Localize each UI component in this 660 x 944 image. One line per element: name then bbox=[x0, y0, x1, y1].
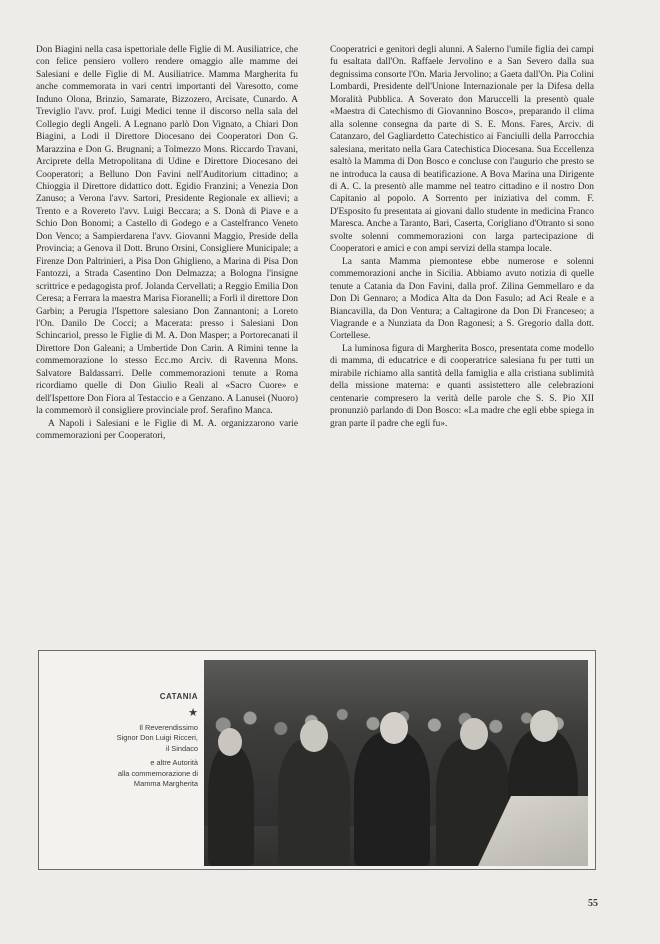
page-number: 55 bbox=[588, 898, 598, 909]
caption-line: il Sindaco bbox=[165, 743, 198, 753]
paragraph: Cooperatrici e genitori degli alunni. A Salerno l'umile figlia dei campi fu esaltata dall'On. Raffaele Jervolino e a San Severo dalla sua degnissima consorte l'On. Maria Jervolino; a Gaeta dall'On. Pia Colini Lombardi, Presidente dell'Unione Internazionale per la Difesa della Moralità Pubblica. A Soverato don Maruccelli la presentò quale «Maestra di Catechismo di Giovannino Bosco», preparando il clima alla solenne consegna da parte di S. E. Mons. Fares, Arciv. di Catanzaro, del Gagliardetto Catechistico ai Fanciulli della Parrocchia salesiana, meritato nella Gara Catechistica Diocesana. Sua Eccellenza esaltò la Mamma di Don Bosco e concluse con l'augurio che presto se ne introduca la causa di beatificazione. A Bova Marina una Dirigente di A. C. la presentò alle mamme nel teatro cittadino e il nostro Don Capitanio al popolo. A Sorrento per iniziativa del comm. F. D'Esposito fu presentata ai giovani dallo studente in medicina Franco Maresca. Anche a Taranto, Bari, Caserta, Corigliano d'Otranto si sono svolte solenni commemorazioni con larga partecipazione di Cooperatori e amici e con ampi servizi della stampa locale. bbox=[330, 45, 595, 255]
paragraph: Don Biagini nella casa ispettoriale delle Figlie di M. Ausiliatrice, che con felice pensiero vollero rendere omaggio alle mamme dei Salesiani e delle Figlie di M. Ausiliatrice. Mamma Margherita fu anche commemorata in vari centri importanti del Varesotto, come Induno Olona, Brinzio, Samarate, Bizzozero, Arcisate, Cunardo. A Treviglio l'avv. prof. Luigi Medici tenne il discorso nella sala del Collegio degli Angeli. A Legnano parlò Don Vignato, a Chiari Don Biagini, a Lodi il Direttore Diocesano dei Cooperatori Don G. Marazzina e Don G. Brugnani; a Tolmezzo Mons. Riccardo Travani, Arciprete della Metropolitana di Udine e Direttore Diocesano dei Cooperatori; a Belluno Don Favini nell'Auditorium cittadino; a Chioggia il Direttore didattico dott. Egidio Franzini; a Venezia Don Zanuso; a Verona l'avv. Sartori, Presidente Regionale ex allievi; a Trento e a Rovereto l'avv. Luigi Beccara; a S. Donà di Piave e a Schio Don Bonomi; a Castello di Godego e a Castelfranco Veneto Don Venco; a Sampierdarena l'avv. Giovanni Maggio, Preside della Provincia; a Genova il Dott. Bruno Orsini, Consigliere Municipale; a Firenze Don Paltrinieri, a Pisa Don Ghiglieno, a Marina di Pisa Don Fantozzi, a Strada Casentino Don Delmazza; a Bologna l'insigne scrittrice e pedagogista prof. Jolanda Cervellati; a Reggio Emilia Don Ceresa; a Ferrara la maestra Marisa Fioranelli; a Forlì il direttore Don Garbin; a Perugia l'Ispettore salesiano Don Zannantoni; a Loreto l'On. Danilo De Cocci; a Macerata: presso i Salesiani Don Schincariol, presso le Figlie di M. A. Don Masper; a Portorecanati il Direttore Don Galeani; a Umbertide Don Carin. A Rimini tenne la commemorazione lo stesso Ecc.mo Arciv. di Ravenna Mons. Salvatore Baldassarri. Delle commemorazioni tenute a Roma ricordiamo quelle di Don Giulio Reali al «Sacro Cuore» e dell'Ispettore Don Fiora al Testaccio e a Genzano. A Lanusei (Nuoro) la commemorò il consigliere provinciale prof. Serafino Manca. bbox=[36, 45, 298, 417]
photo-figure bbox=[208, 746, 254, 866]
photo-face bbox=[300, 720, 328, 752]
photo-face bbox=[218, 728, 242, 756]
caption-line: Il Reverendissimo bbox=[139, 722, 198, 732]
caption-line: Signor Don Luigi Ricceri, bbox=[116, 733, 198, 742]
photo-caption bbox=[60, 692, 198, 790]
photograph bbox=[204, 660, 588, 866]
photo-face bbox=[380, 712, 408, 744]
star-icon: ★ bbox=[188, 706, 198, 719]
photo-face bbox=[530, 710, 558, 742]
photo-figure bbox=[354, 732, 430, 866]
caption-line: e altre Autorità bbox=[150, 758, 198, 767]
caption-city: CATANIA bbox=[159, 692, 198, 701]
left-column bbox=[36, 44, 298, 443]
caption-line: Mamma Margherita bbox=[133, 779, 198, 788]
paragraph: La santa Mamma piemontese ebbe numerose e solenni commemorazioni anche in Sicilia. Abbiamo avuto notizia di quelle tenute a Catania da Don Favini, dalla prof. Zilina Gemmellaro e da Don Di Gennaro; a Modica Alta da Don Fasulo; ad Aci Reale e a Biancavilla, da Don Ventura; a Caltagirone da Don Di Franceseo; a Viagrande e a Nunziata da Don Ragonesi; a S. Gregorio dalla dott. Cortellese. bbox=[330, 256, 594, 342]
caption-line: alla commemorazione di bbox=[117, 768, 198, 778]
paragraph: La luminosa figura di Margherita Bosco, presentata come modello di mamma, di educatrice e di cooperatrice salesiana fu per tutti un mirabile richiamo alla santità della famiglia e alla cristiana sublimità della missione materna: e quanti assistettero alle celebrazioni centenarie compresero la verità delle parole che S. S. Pio XII pronunziò parlando di Don Bosco: «La madre che egli ebbe spiega in gran parte il padre che egli fu». bbox=[330, 343, 594, 429]
photo-face bbox=[460, 718, 488, 750]
right-column bbox=[330, 44, 594, 430]
paragraph: A Napoli i Salesiani e le Figlie di M. A. organizzarono varie commemorazioni per Cooperatori, bbox=[36, 418, 298, 442]
photo-figure bbox=[278, 738, 350, 866]
